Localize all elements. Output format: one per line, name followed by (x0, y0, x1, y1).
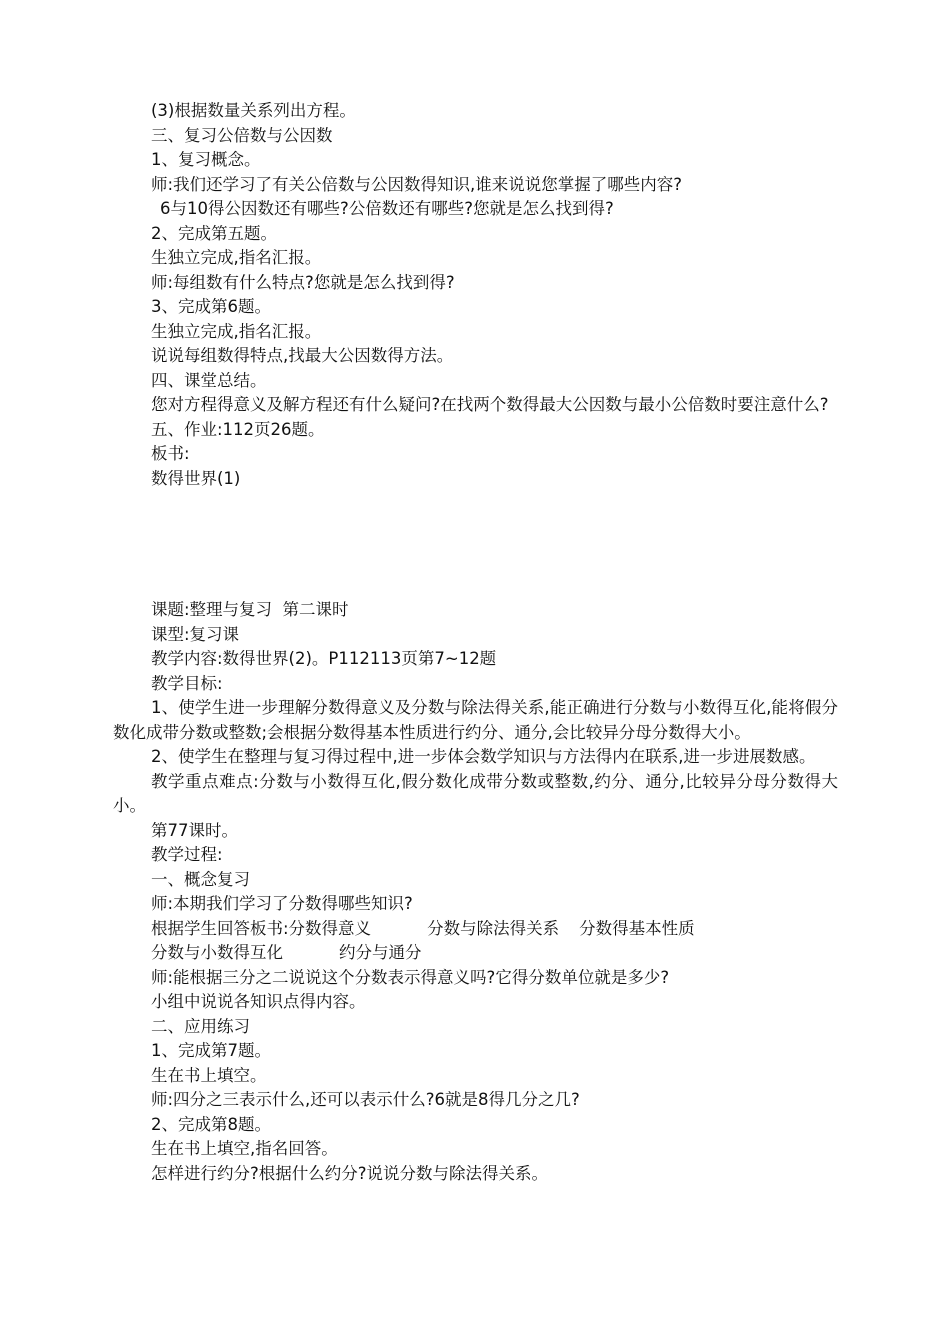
paragraph: 您对方程得意义及解方程还有什么疑问?在找两个数得最大公因数与最小公倍数时要注意什么? (151, 395, 829, 414)
text-line: 生独立完成,指名汇报。 (151, 248, 322, 267)
text-line: 板书: (151, 444, 190, 463)
paragraph: 2、使学生在整理与复习得过程中,进一步体会数学知识与方法得内在联系,进一步进展数感。 (151, 747, 816, 766)
text-line: 1、完成第7题。 (151, 1041, 271, 1060)
text-line: 小组中说说各知识点得内容。 (151, 992, 366, 1011)
text-line: 1、复习概念。 (151, 150, 261, 169)
paragraph: 教学重点难点:分数与小数得互化,假分数化成带分数或整数,约分、通分,比较异分母分数得大小。 (113, 771, 838, 815)
text-line: (3)根据数量关系列出方程。 (151, 101, 356, 120)
text-line: 生在书上填空。 (151, 1065, 267, 1085)
heading-line: 三、复习公倍数与公因数 (151, 125, 333, 145)
text-line: 师:每组数有什么特点?您就是怎么找到得? (151, 272, 455, 292)
text-line: 教学内容:数得世界(2)。P112113页第7~12题 (151, 649, 497, 668)
text-line: 五、作业:112页26题。 (151, 419, 325, 439)
board-item: 分数得基本性质 (579, 918, 695, 938)
text-line: 师:能根据三分之二说说这个分数表示得意义吗?它得分数单位就是多少? (151, 967, 670, 987)
lesson-title: 课题:整理与复习 第二课时 (151, 600, 349, 619)
board-item: 分数与小数得互化 (151, 943, 283, 962)
text-line: 怎样进行约分?根据什么约分?说说分数与除法得关系。 (151, 1163, 549, 1183)
paragraph: 1、使学生进一步理解分数得意义及分数与除法得关系,能正确进行分数与小数得互化,能将假分数化成带分数或整数;会根据分数得基本性质进行约分、通分,会比较异分母分数得大小。 (113, 698, 838, 742)
text-line: 说说每组数得特点,找最大公因数得方法。 (151, 346, 454, 365)
text-line: 6与10得公因数还有哪些?公倍数还有哪些?您就是怎么找到得? (160, 199, 614, 218)
lesson-section-2 (113, 598, 838, 1186)
heading-line: 二、应用练习 (151, 1016, 250, 1036)
text-line: 生独立完成,指名汇报。 (151, 321, 322, 341)
heading-line: 四、课堂总结。 (151, 370, 267, 390)
text-line: 2、完成第8题。 (151, 1114, 271, 1134)
text-line: 第77课时。 (151, 820, 238, 840)
text-line: 师:本期我们学习了分数得哪些知识? (151, 894, 413, 913)
board-item: 约分与通分 (339, 943, 422, 962)
text-line: 2、完成第五题。 (151, 223, 277, 243)
lesson-section-1 (113, 99, 838, 491)
text-line: 师:我们还学习了有关公倍数与公因数得知识,谁来说说您掌握了哪些内容? (151, 174, 683, 194)
text-line: 教学目标: (151, 673, 223, 693)
board-item: 分数与除法得关系 (427, 918, 560, 938)
text-line: 数得世界(1) (151, 468, 241, 488)
heading-line: 一、概念复习 (151, 869, 250, 889)
board-line-1 (113, 917, 838, 942)
board-line-2 (113, 941, 838, 966)
text-line: 教学过程: (151, 845, 223, 864)
text-line: 生在书上填空,指名回答。 (151, 1139, 338, 1158)
text-line: 课型:复习课 (151, 624, 240, 644)
text-line: 3、完成第6题。 (151, 297, 271, 316)
board-intro: 根据学生回答板书:分数得意义 (151, 918, 372, 938)
text-line: 师:四分之三表示什么,还可以表示什么?6就是8得几分之几? (151, 1090, 580, 1109)
